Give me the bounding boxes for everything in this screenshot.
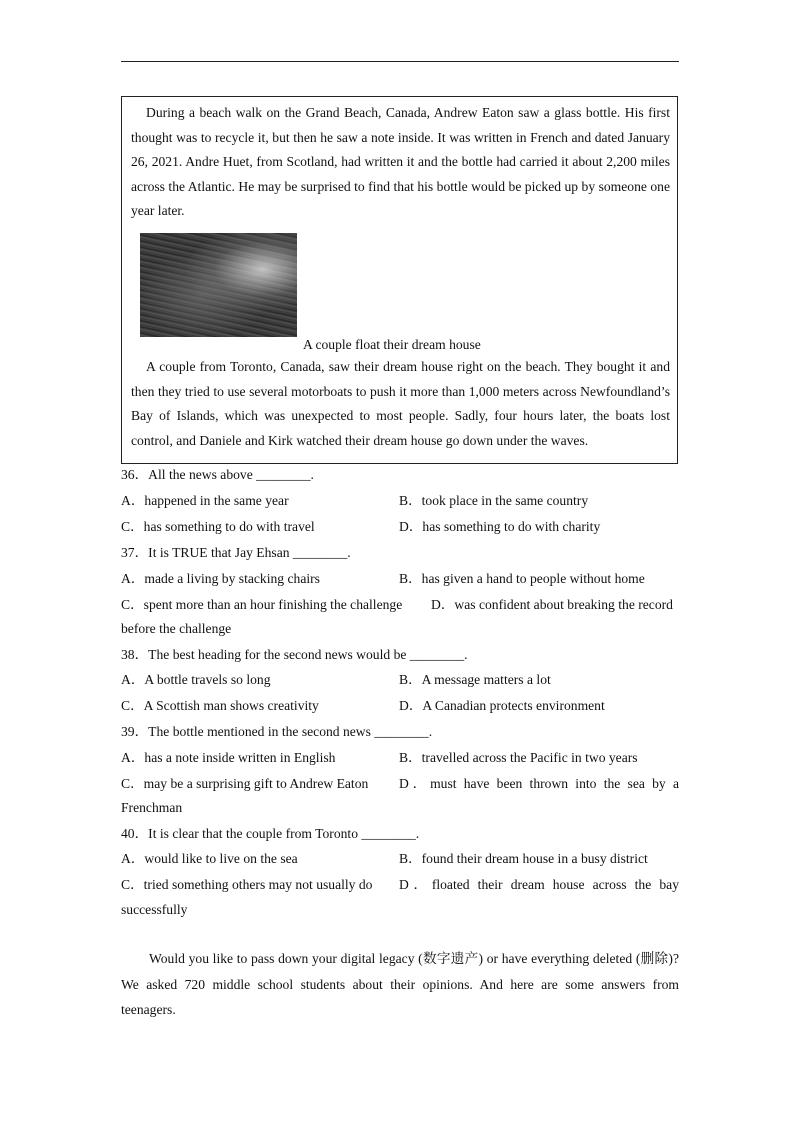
question-38-option-b[interactable]: B．A message matters a lot: [399, 672, 551, 687]
question-38-option-c[interactable]: C．A Scottish man shows creativity: [121, 698, 319, 713]
question-40-option-c[interactable]: C．tried something others may not usually do: [121, 877, 373, 892]
question-37-option-d[interactable]: D．was confident about breaking the record: [431, 597, 673, 612]
question-38-stem: 38．The best heading for the second news would be ________.: [121, 647, 468, 662]
digital-legacy-paragraph: Would you like to pass down your digital legacy (数字遗产) or have everything deleted (删除)? We asked 720 middle school students about their opinions. And here are some answers from teenagers.: [121, 951, 679, 1017]
question-37-stem: 37．It is TRUE that Jay Ehsan ________.: [121, 545, 351, 560]
question-38-option-a[interactable]: A．A bottle travels so long: [121, 672, 271, 687]
question-37-option-c[interactable]: C．spent more than an hour finishing the challenge: [121, 597, 403, 612]
question-36-stem: 36．All the news above ________.: [121, 467, 314, 482]
question-40-option-d[interactable]: D．floated their dream house across the bay: [399, 877, 679, 892]
floating-house-photo: [140, 233, 297, 337]
header-rule: [121, 61, 679, 62]
question-37-option-b[interactable]: B．has given a hand to people without home: [399, 571, 645, 586]
question-38-option-d[interactable]: D．A Canadian protects environment: [399, 698, 605, 713]
question-36-option-b[interactable]: B．took place in the same country: [399, 493, 589, 508]
question-39-option-b[interactable]: B．travelled across the Pacific in two years: [399, 750, 638, 765]
question-40-stem: 40．It is clear that the couple from Toronto ________.: [121, 826, 420, 841]
question-40-option-a[interactable]: A．would like to live on the sea: [121, 851, 298, 866]
question-36-option-d[interactable]: D．has something to do with charity: [399, 519, 601, 534]
question-37-option-d-continued: before the challenge: [121, 621, 232, 636]
news-paragraph-house: A couple from Toronto, Canada, saw their dream house right on the beach. They bought it and then they tried to use several motorboats to push it more than 1,000 meters across Newfoundland’s Bay of Islands, which was unexpected to most people. Sadly, four hours later, the boats lost control, and Daniele and Kirk watched their dream house go down under the waves.: [131, 359, 670, 448]
question-39-option-d[interactable]: D．must have been thrown into the sea by a: [399, 776, 679, 791]
question-40-option-d-continued: successfully: [121, 902, 188, 917]
question-39-option-a[interactable]: A．has a note inside written in English: [121, 750, 336, 765]
news-box: [121, 96, 678, 464]
question-40-option-b[interactable]: B．found their dream house in a busy district: [399, 851, 648, 866]
question-39-stem: 39．The bottle mentioned in the second news ________.: [121, 724, 433, 739]
question-39-option-c[interactable]: C．may be a surprising gift to Andrew Eaton: [121, 776, 369, 791]
photo-caption: A couple float their dream house: [303, 337, 481, 352]
question-37-option-a[interactable]: A．made a living by stacking chairs: [121, 571, 320, 586]
news-paragraph-bottle: During a beach walk on the Grand Beach, Canada, Andrew Eaton saw a glass bottle. His first thought was to recycle it, but then he saw a note inside. It was written in French and dated January 26, 2021. Andre Huet, from Scotland, had written it and the bottle had carried it about 2,200 miles across the Atlantic. He may be surprised to find that his bottle would be picked up by someone one year later.: [131, 105, 670, 219]
question-39-option-d-continued: Frenchman: [121, 800, 183, 815]
question-36-option-a[interactable]: A．happened in the same year: [121, 493, 289, 508]
question-36-option-c[interactable]: C．has something to do with travel: [121, 519, 315, 534]
